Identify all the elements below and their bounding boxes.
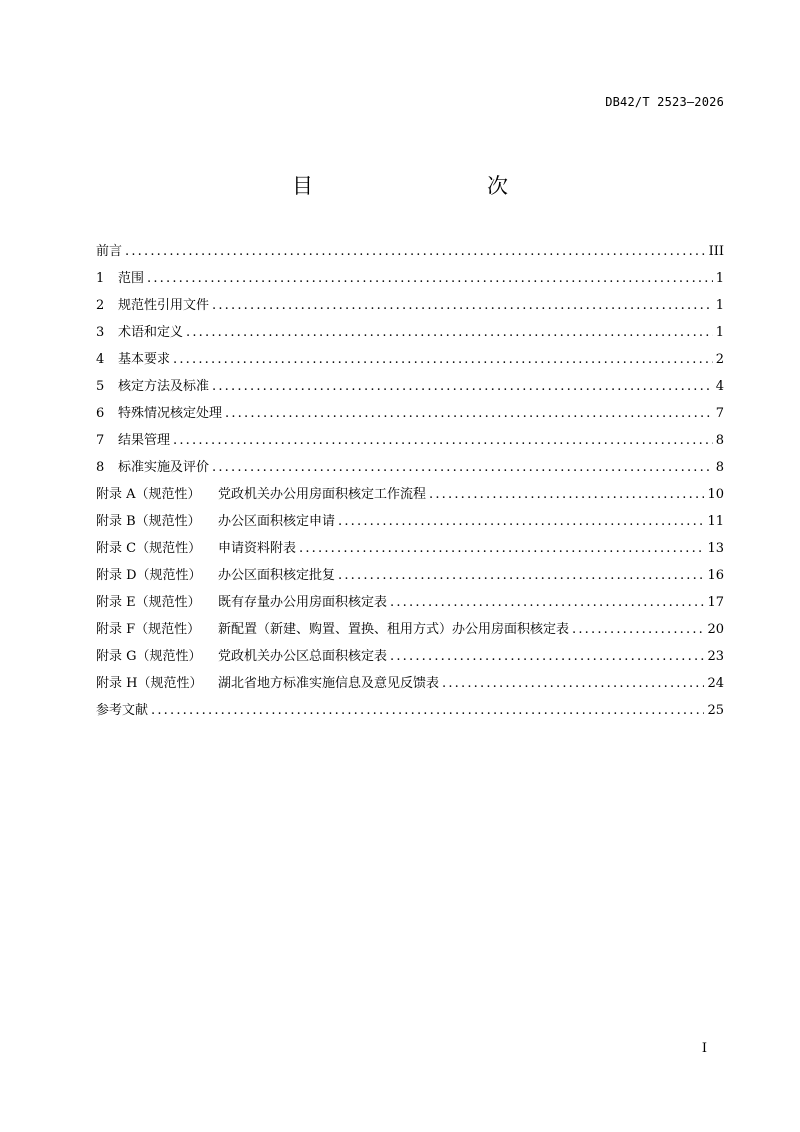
toc-entry-label: 既有存量办公用房面积核定表 <box>218 595 388 610</box>
toc-entry[interactable] <box>96 238 724 265</box>
toc-entry-page: 10 <box>707 487 724 502</box>
toc-entry-page: 8 <box>715 433 724 448</box>
toc-entry[interactable] <box>96 481 724 508</box>
toc-entry[interactable] <box>96 562 724 589</box>
toc-entry-page: 16 <box>707 568 724 583</box>
document-code: DB42/T 2523—2026 <box>605 95 724 109</box>
toc-leader-dots <box>390 643 704 670</box>
toc-entry-number: 3 <box>96 325 105 340</box>
toc-entry-number: 8 <box>96 460 105 475</box>
toc-entry[interactable] <box>96 697 724 724</box>
toc-entry-number: 5 <box>96 379 105 394</box>
toc-entry-page: 20 <box>707 622 724 637</box>
page-number: I <box>701 1041 707 1056</box>
toc-entry-page: 11 <box>707 514 724 529</box>
toc-leader-dots <box>212 292 713 319</box>
toc-leader-dots <box>338 508 704 535</box>
toc-leader-dots <box>212 373 713 400</box>
toc-entry-page: 23 <box>707 649 724 664</box>
toc-entry-label: 核定方法及标准 <box>118 379 210 394</box>
toc-entry[interactable] <box>96 670 724 697</box>
toc-leader-dots <box>147 265 713 292</box>
toc-entry[interactable] <box>96 373 724 400</box>
toc-entry-label: 结果管理 <box>118 433 171 448</box>
page-title: 目 次 <box>292 174 552 198</box>
toc-leader-dots <box>212 454 713 481</box>
toc-entry-number: 1 <box>96 271 105 286</box>
toc-leader-dots <box>390 589 704 616</box>
toc-entry-appendix-prefix: 附录 D（规范性） <box>96 568 202 583</box>
table-of-contents <box>96 238 724 724</box>
toc-entry-page: 7 <box>715 406 724 421</box>
toc-entry-label: 党政机关办公区总面积核定表 <box>218 649 388 664</box>
toc-entry[interactable] <box>96 535 724 562</box>
toc-entry-label: 新配置（新建、购置、置换、租用方式）办公用房面积核定表 <box>218 622 570 637</box>
toc-leader-dots <box>186 319 713 346</box>
toc-entry-number: 7 <box>96 433 105 448</box>
toc-entry-label: 湖北省地方标准实施信息及意见反馈表 <box>218 676 440 691</box>
toc-leader-dots <box>151 697 704 724</box>
toc-entry-label: 范围 <box>118 271 145 286</box>
toc-entry-appendix-prefix: 附录 B（规范性） <box>96 514 201 529</box>
toc-leader-dots <box>173 346 713 373</box>
toc-leader-dots <box>125 238 706 265</box>
toc-entry[interactable] <box>96 265 724 292</box>
toc-entry-page: 25 <box>707 703 724 718</box>
toc-entry-appendix-prefix: 附录 A（规范性） <box>96 487 201 502</box>
toc-leader-dots <box>299 535 704 562</box>
toc-entry[interactable] <box>96 643 724 670</box>
toc-entry[interactable] <box>96 400 724 427</box>
toc-entry-label: 术语和定义 <box>118 325 184 340</box>
toc-entry-page: 1 <box>715 325 724 340</box>
toc-entry-label: 办公区面积核定批复 <box>218 568 336 583</box>
toc-entry-page: 4 <box>715 379 724 394</box>
toc-entry[interactable] <box>96 616 724 643</box>
toc-entry[interactable] <box>96 427 724 454</box>
toc-entry-page: III <box>708 244 724 259</box>
toc-entry-number: 6 <box>96 406 105 421</box>
toc-entry-number: 2 <box>96 298 105 313</box>
toc-leader-dots <box>338 562 704 589</box>
toc-entry[interactable] <box>96 589 724 616</box>
toc-entry-page: 2 <box>715 352 724 367</box>
toc-entry-label: 参考文献 <box>96 703 149 718</box>
toc-entry-page: 1 <box>715 271 724 286</box>
toc-leader-dots <box>429 481 704 508</box>
toc-entry-page: 17 <box>707 595 724 610</box>
toc-leader-dots <box>225 400 713 427</box>
toc-entry-label: 党政机关办公用房面积核定工作流程 <box>218 487 427 502</box>
toc-entry-appendix-prefix: 附录 G（规范性） <box>96 649 202 664</box>
toc-entry-appendix-prefix: 附录 F（规范性） <box>96 622 201 637</box>
toc-entry[interactable] <box>96 346 724 373</box>
toc-entry[interactable] <box>96 292 724 319</box>
toc-entry-number: 4 <box>96 352 105 367</box>
toc-entry-label: 特殊情况核定处理 <box>118 406 223 421</box>
toc-entry-appendix-prefix: 附录 E（规范性） <box>96 595 201 610</box>
toc-entry-appendix-prefix: 附录 C（规范性） <box>96 541 202 556</box>
toc-entry-page: 8 <box>715 460 724 475</box>
toc-entry-label: 前言 <box>96 244 123 259</box>
toc-leader-dots <box>442 670 704 697</box>
toc-entry-label: 规范性引用文件 <box>118 298 210 313</box>
toc-leader-dots <box>572 616 704 643</box>
toc-entry[interactable] <box>96 454 724 481</box>
toc-entry[interactable] <box>96 508 724 535</box>
toc-entry-page: 13 <box>707 541 724 556</box>
toc-entry-appendix-prefix: 附录 H（规范性） <box>96 676 203 691</box>
toc-entry-page: 24 <box>707 676 724 691</box>
toc-entry[interactable] <box>96 319 724 346</box>
toc-entry-label: 标准实施及评价 <box>118 460 210 475</box>
toc-entry-label: 申请资料附表 <box>218 541 297 556</box>
toc-entry-page: 1 <box>715 298 724 313</box>
toc-entry-label: 基本要求 <box>118 352 171 367</box>
toc-leader-dots <box>173 427 713 454</box>
toc-entry-label: 办公区面积核定申请 <box>218 514 336 529</box>
